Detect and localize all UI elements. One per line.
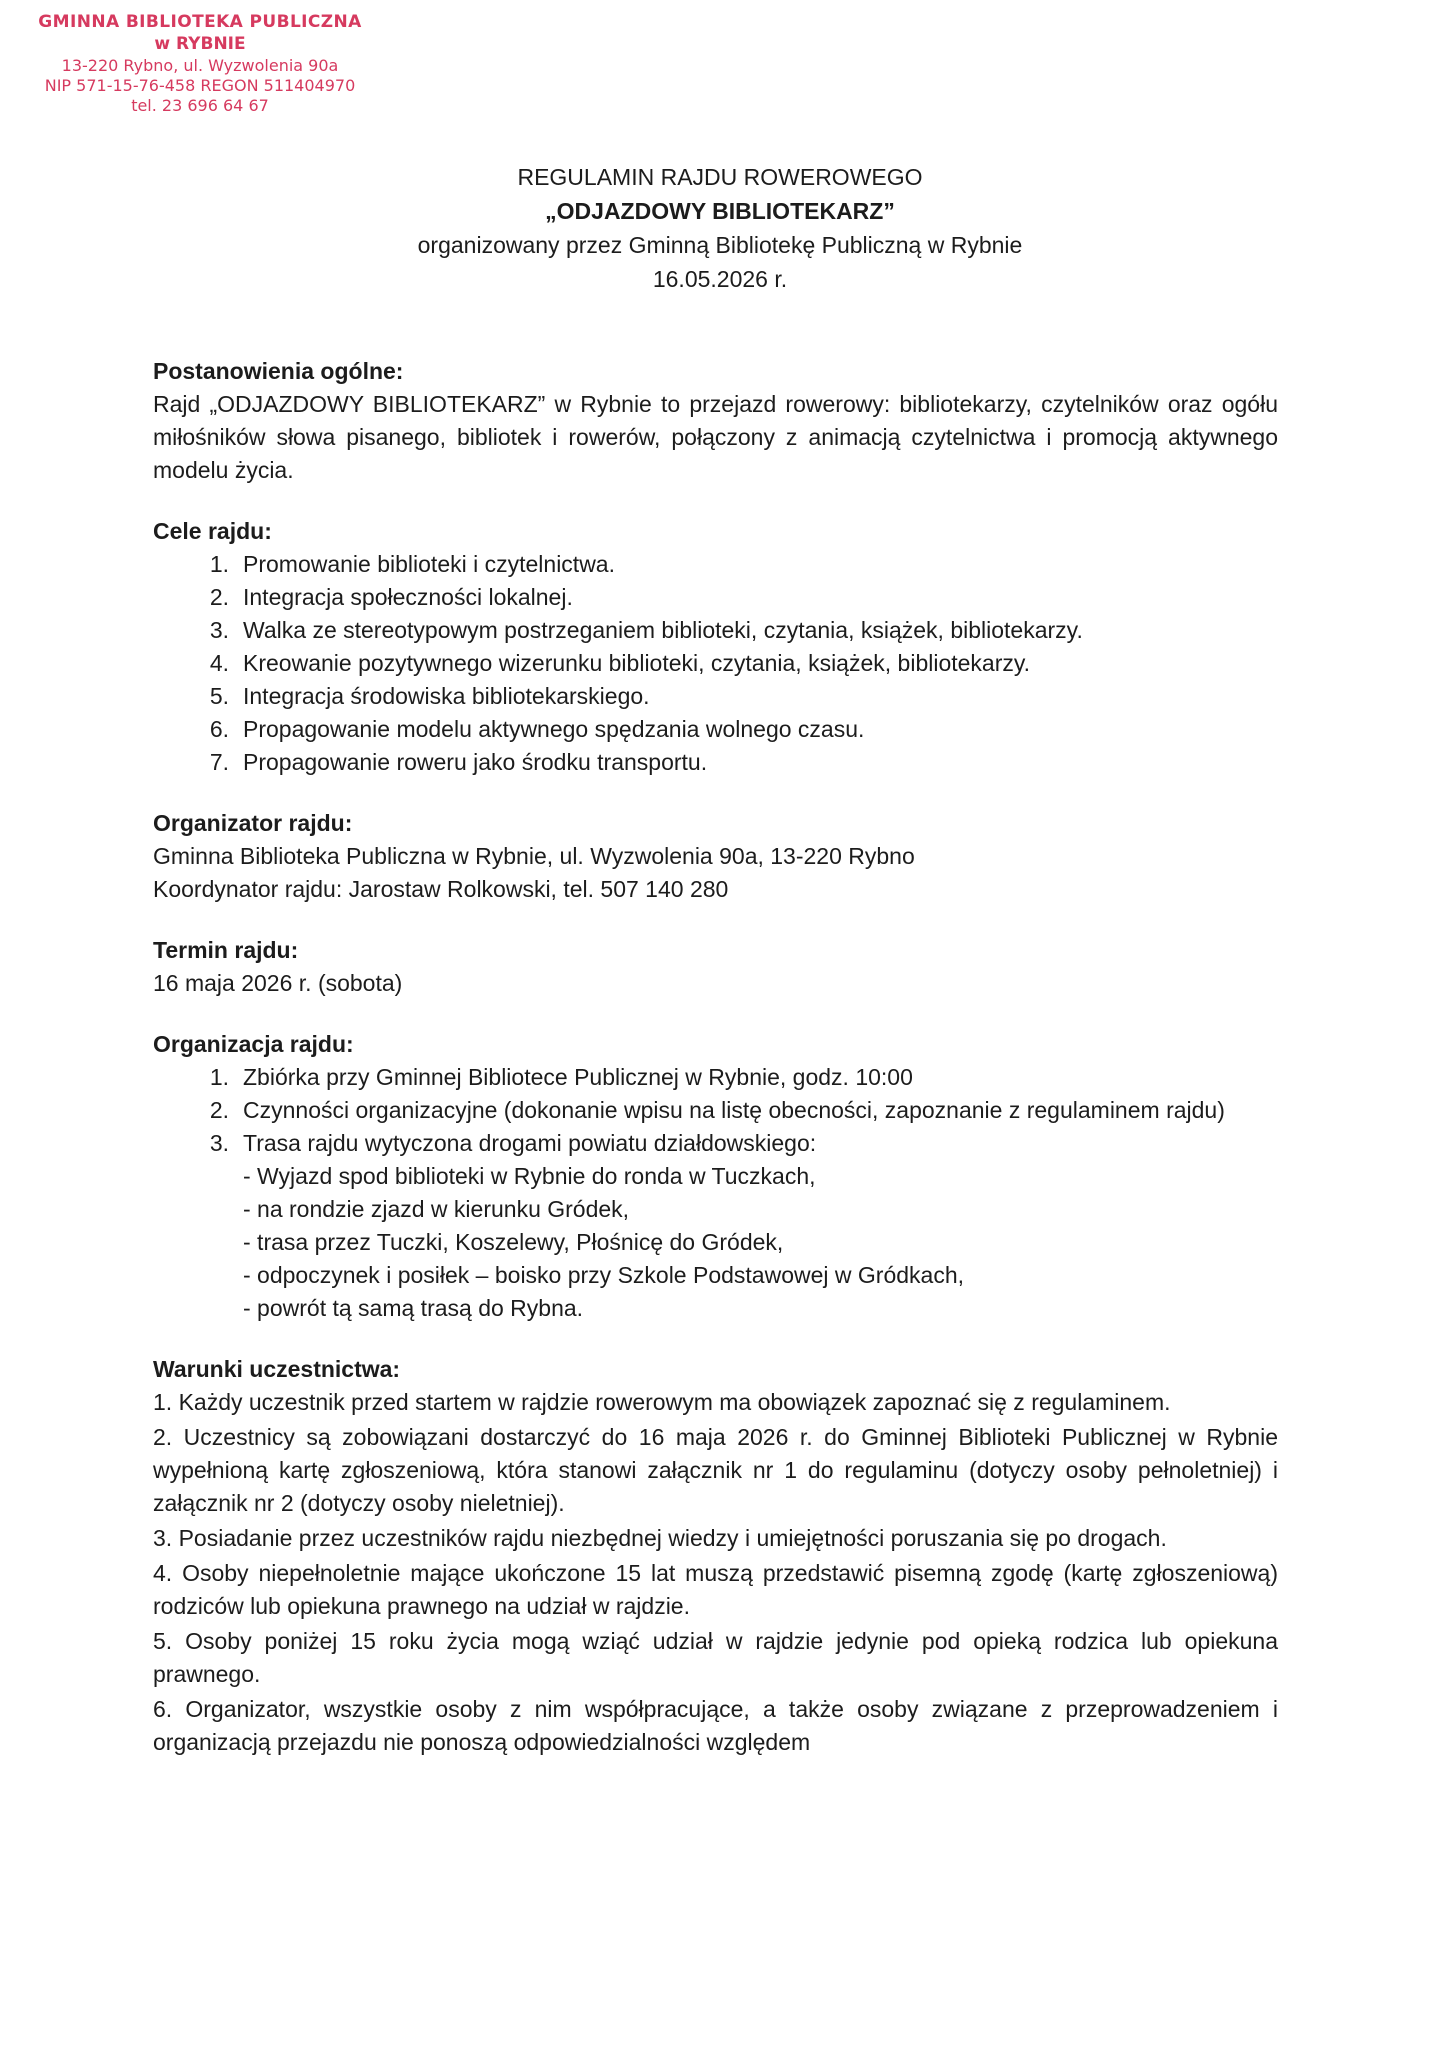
- list-item: [153, 647, 1278, 680]
- stamp-name: GMINNA BIBLIOTEKA PUBLICZNA: [38, 12, 362, 32]
- section-term: [153, 934, 1278, 1000]
- list-item: [153, 713, 1278, 746]
- item-text: Integracja środowiska bibliotekarskiego.: [243, 683, 650, 709]
- stamp-phone: tel. 23 696 64 67: [131, 96, 269, 116]
- route-step: - trasa przez Tuczki, Koszelewy, Płośnicę do Gródek,: [243, 1229, 784, 1255]
- route-step: - Wyjazd spod biblioteki w Rybnie do ronda w Tuczkach,: [243, 1163, 816, 1189]
- condition-item: 3. Posiadanie przez uczestników rajdu niezbędnej wiedzy i umiejętności poruszania się po drogach.: [153, 1525, 1167, 1551]
- document-body: [153, 355, 1278, 1787]
- rally-name: „ODJAZDOWY BIBLIOTEKARZ”: [545, 198, 895, 224]
- list-item: [153, 548, 1278, 581]
- paragraph: Rajd „ODJAZDOWY BIBLIOTEKARZ” w Rybnie to przejazd rowerowy: bibliotekarzy, czytelników oraz ogółu miłośników słowa pisanego, bibliotek i rowerów, połączony z animacją czytelnictwa i promocją aktywnego modelu życia.: [153, 391, 1278, 483]
- document-subtitle: organizowany przez Gminną Bibliotekę Publiczną w Rybnie: [417, 232, 1023, 258]
- goals-list: [153, 548, 1278, 779]
- stamp-address: 13-220 Rybno, ul. Wyzwolenia 90a: [61, 55, 339, 75]
- item-text: [243, 1127, 1278, 1325]
- item-text: Integracja społeczności lokalnej.: [243, 584, 573, 610]
- section-organization: [153, 1028, 1278, 1325]
- section-goals: [153, 515, 1278, 779]
- section-title: Organizator rajdu:: [153, 810, 353, 836]
- section-general: [153, 355, 1278, 487]
- library-stamp: [30, 12, 370, 117]
- item-text: Czynności organizacyjne (dokonanie wpisu na listę obecności, zapoznanie z regulaminem rajdu): [243, 1097, 1225, 1123]
- item-number: 5.: [209, 683, 229, 709]
- section-title: Postanowienia ogólne:: [153, 358, 404, 384]
- item-text: Promowanie biblioteki i czytelnictwa.: [243, 551, 615, 577]
- condition-item: 1. Każdy uczestnik przed startem w rajdzie rowerowym ma obowiązek zapoznać się z regulaminem.: [153, 1389, 1171, 1415]
- route-step: - odpoczynek i posiłek – boisko przy Szkole Podstawowej w Gródkach,: [243, 1262, 965, 1288]
- list-item: [153, 746, 1278, 779]
- item-text: Zbiórka przy Gminnej Bibliotece Publicznej w Rybnie, godz. 10:00: [243, 1064, 913, 1090]
- item-text: Walka ze stereotypowym postrzeganiem biblioteki, czytania, książek, bibliotekarzy.: [243, 617, 1083, 643]
- list-item: [153, 680, 1278, 713]
- document-date: 16.05.2026 r.: [652, 266, 788, 292]
- item-text: Kreowanie pozytywnego wizerunku biblioteki, czytania, książek, bibliotekarzy.: [243, 650, 1031, 676]
- list-item: [153, 614, 1278, 647]
- item-number: 4.: [209, 650, 229, 676]
- stamp-town: w RYBNIE: [154, 33, 246, 54]
- section-title: Organizacja rajdu:: [153, 1031, 354, 1057]
- route-step: - powrót tą samą trasą do Rybna.: [243, 1295, 584, 1321]
- item-number: 2.: [209, 584, 229, 610]
- item-number: 1.: [209, 1064, 229, 1090]
- section-title: Warunki uczestnictwa:: [153, 1356, 401, 1382]
- item-number: 7.: [209, 749, 229, 775]
- item-number: 6.: [209, 716, 229, 742]
- stamp-nip-regon: NIP 571-15-76-458 REGON 511404970: [44, 75, 356, 95]
- section-conditions: [153, 1353, 1278, 1759]
- condition-item: 2. Uczestnicy są zobowiązani dostarczyć do 16 maja 2026 r. do Gminnej Biblioteki Publicznej w Rybnie wypełnioną kartę zgłoszeniową, która stanowi załącznik nr 1 do regulaminu (dotyczy osoby pełnoletniej) i załącznik nr 2 (dotyczy osoby nieletniej).: [153, 1424, 1278, 1516]
- list-item: [153, 1061, 1278, 1094]
- section-organizer: [153, 807, 1278, 906]
- item-text: Propagowanie modelu aktywnego spędzania wolnego czasu.: [243, 716, 865, 742]
- section-title: Cele rajdu:: [153, 518, 272, 544]
- item-text: Propagowanie roweru jako środku transportu.: [243, 749, 708, 775]
- coordinator: Koordynator rajdu: Jarostaw Rolkowski, tel. 507 140 280: [153, 876, 729, 902]
- item-number: 3.: [209, 1130, 229, 1156]
- organization-list: [153, 1061, 1278, 1325]
- item-number: 3.: [209, 617, 229, 643]
- section-title: Termin rajdu:: [153, 937, 299, 963]
- condition-item: 4. Osoby niepełnoletnie mające ukończone 15 lat muszą przedstawić pisemną zgodę (kartę zgłoszeniową) rodziców lub opiekuna prawnego na udział w rajdzie.: [153, 1560, 1278, 1619]
- route-intro: Trasa rajdu wytyczona drogami powiatu działdowskiego:: [243, 1130, 817, 1156]
- item-number: 1.: [209, 551, 229, 577]
- list-item: [153, 1094, 1278, 1127]
- rally-date: 16 maja 2026 r. (sobota): [153, 970, 403, 996]
- organizer-address: Gminna Biblioteka Publiczna w Rybnie, ul. Wyzwolenia 90a, 13-220 Rybno: [153, 843, 915, 869]
- list-item: [153, 581, 1278, 614]
- list-item: [153, 1127, 1278, 1325]
- route-step: - na rondzie zjazd w kierunku Gródek,: [243, 1196, 630, 1222]
- item-number: 2.: [209, 1097, 229, 1123]
- document-title: REGULAMIN RAJDU ROWEROWEGO: [517, 164, 923, 190]
- document-header: [300, 160, 1140, 296]
- condition-item: 5. Osoby poniżej 15 roku życia mogą wziąć udział w rajdzie jedynie pod opieką rodzica lub opiekuna prawnego.: [153, 1628, 1278, 1687]
- condition-item: 6. Organizator, wszystkie osoby z nim współpracujące, a także osoby związane z przeprowadzeniem i organizacją przejazdu nie ponoszą odpowiedzialności względem: [153, 1696, 1278, 1755]
